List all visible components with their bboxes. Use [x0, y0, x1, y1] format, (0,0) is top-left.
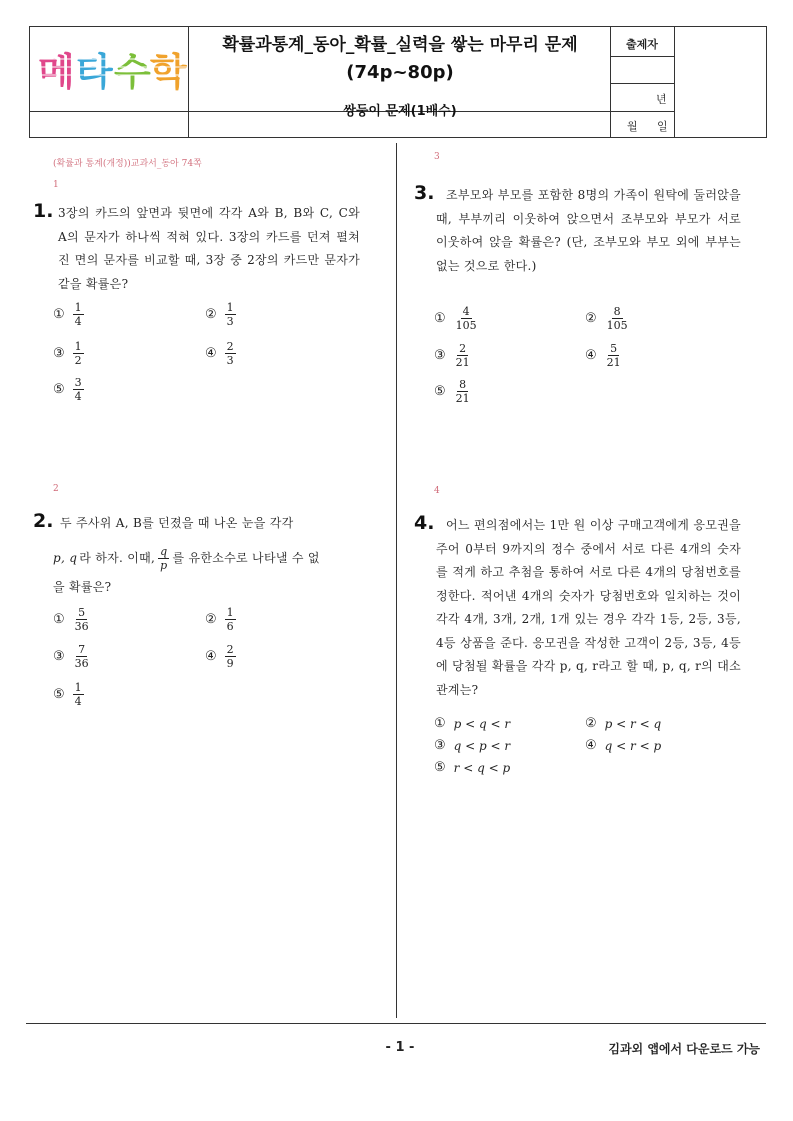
question-text: 어느 편의점에서는 1만 원 이상 구매고객에게 응모권을 주어 0부터 9까지의 정수 중에서 서로 다른 4개의 숫자를 적게 하고 추첨을 통하여 서로 다른 4개의 당첨번호를 정한다. 적어낸 4개의 숫자가 당첨번호와 일치하는 것이 각각 4개, 3개, 2개, 1개 있는 경우 각각 1등, 2등, 3등, 4등 상품을 준다. 응모권을 작성한 고객이 2등, 3등, 4등에 당첨될 확률을 각각 p, q, r라고 할 때, p, q, r의 대소 관계는? [436, 518, 741, 697]
month-label: 월 [627, 120, 638, 133]
option-5[interactable]: ⑤ r < q < p [434, 760, 511, 775]
option-1[interactable]: ① $\frac{4}{105}$ [434, 305, 477, 332]
question-number: 4. [414, 512, 435, 534]
option-3[interactable]: ③ $\frac{1}{2}$ [53, 340, 82, 367]
option-3[interactable]: ③ $\frac{7}{36}$ [53, 643, 89, 670]
option-2[interactable]: ② $\frac{8}{105}$ [585, 305, 628, 332]
meta-math-logo [38, 45, 188, 93]
question-index: 3 [434, 152, 440, 162]
column-divider [396, 143, 397, 1018]
svg-text:학: 학 [150, 50, 187, 93]
source-note: (확률과 통계(개정))교과서_동아 74쪽 [53, 159, 202, 169]
option-4[interactable]: ④ $\frac{2}{9}$ [205, 643, 234, 670]
option-1[interactable]: ① p < q < r [434, 716, 511, 731]
option-2[interactable]: ② $\frac{1}{3}$ [205, 301, 234, 328]
svg-text:타: 타 [76, 50, 113, 93]
option-5[interactable]: ⑤ $\frac{8}{21}$ [434, 378, 470, 405]
option-3[interactable]: ③ $\frac{2}{21}$ [434, 342, 470, 369]
download-note: 김과외 앱에서 다운로드 가능 [608, 1042, 760, 1056]
worksheet-title: 확률과통계_동아_확률_실력을 쌓는 마무리 문제 (74p~80p) [222, 35, 578, 83]
question-text-line3: 을 확률은? [53, 580, 112, 594]
option-4[interactable]: ④ $\frac{5}{21}$ [585, 342, 621, 369]
question-text: 3장의 카드의 앞면과 뒷면에 각각 A와 B, B와 C, C와 A의 문자가 하나씩 적혀 있다. 3장의 카드를 던져 펼쳐진 면의 문자를 비교할 때, 3장 중 2장의 카드만 문자가 같을 확률은? [58, 206, 360, 291]
page-number: - 1 - [385, 1040, 415, 1055]
question-text: 조부모와 부모를 포함한 8명의 가족이 원탁에 둘러앉을 때, 부부끼리 이웃하여 앉으면서 조부모와 부모가 서로 이웃하여 앉을 확률은? (단, 조부모와 부모 외에 부부는 없는 것으로 한다.) [436, 188, 741, 273]
svg-text:메: 메 [38, 50, 75, 93]
svg-text:수: 수 [114, 50, 151, 93]
option-1[interactable]: ① $\frac{1}{4}$ [53, 301, 82, 328]
option-5[interactable]: ⑤ $\frac{1}{4}$ [53, 681, 82, 708]
option-5[interactable]: ⑤ $\frac{3}{4}$ [53, 376, 82, 403]
question-number: 3. [414, 182, 435, 204]
option-2[interactable]: ② $\frac{1}{6}$ [205, 606, 234, 633]
question-index: 2 [53, 484, 59, 494]
question-number: 1. [33, 200, 54, 222]
question-index: 4 [434, 486, 440, 496]
author-label: 출제자 [626, 38, 658, 51]
question-number: 2. [33, 510, 54, 532]
header-box [29, 26, 767, 138]
option-4[interactable]: ④ $\frac{2}{3}$ [205, 340, 234, 367]
footer-divider [26, 1023, 766, 1024]
question-text-line1: 두 주사위 A, B를 던졌을 때 나온 눈을 각각 [60, 516, 294, 530]
option-3[interactable]: ③ q < p < r [434, 738, 511, 753]
worksheet-subtitle: 쌍둥이 문제(1배수) [343, 104, 457, 119]
option-2[interactable]: ② p < r < q [585, 716, 662, 731]
day-label: 일 [657, 120, 668, 133]
option-4[interactable]: ④ q < r < p [585, 738, 662, 753]
option-1[interactable]: ① $\frac{5}{36}$ [53, 606, 89, 633]
year-label: 년 [656, 93, 667, 106]
question-index: 1 [53, 180, 59, 190]
question-text-line2: p, q 라 하자. 이때, $\frac{q}{p}$ 를 유한소수로 나타낼 수 없 [53, 545, 320, 572]
